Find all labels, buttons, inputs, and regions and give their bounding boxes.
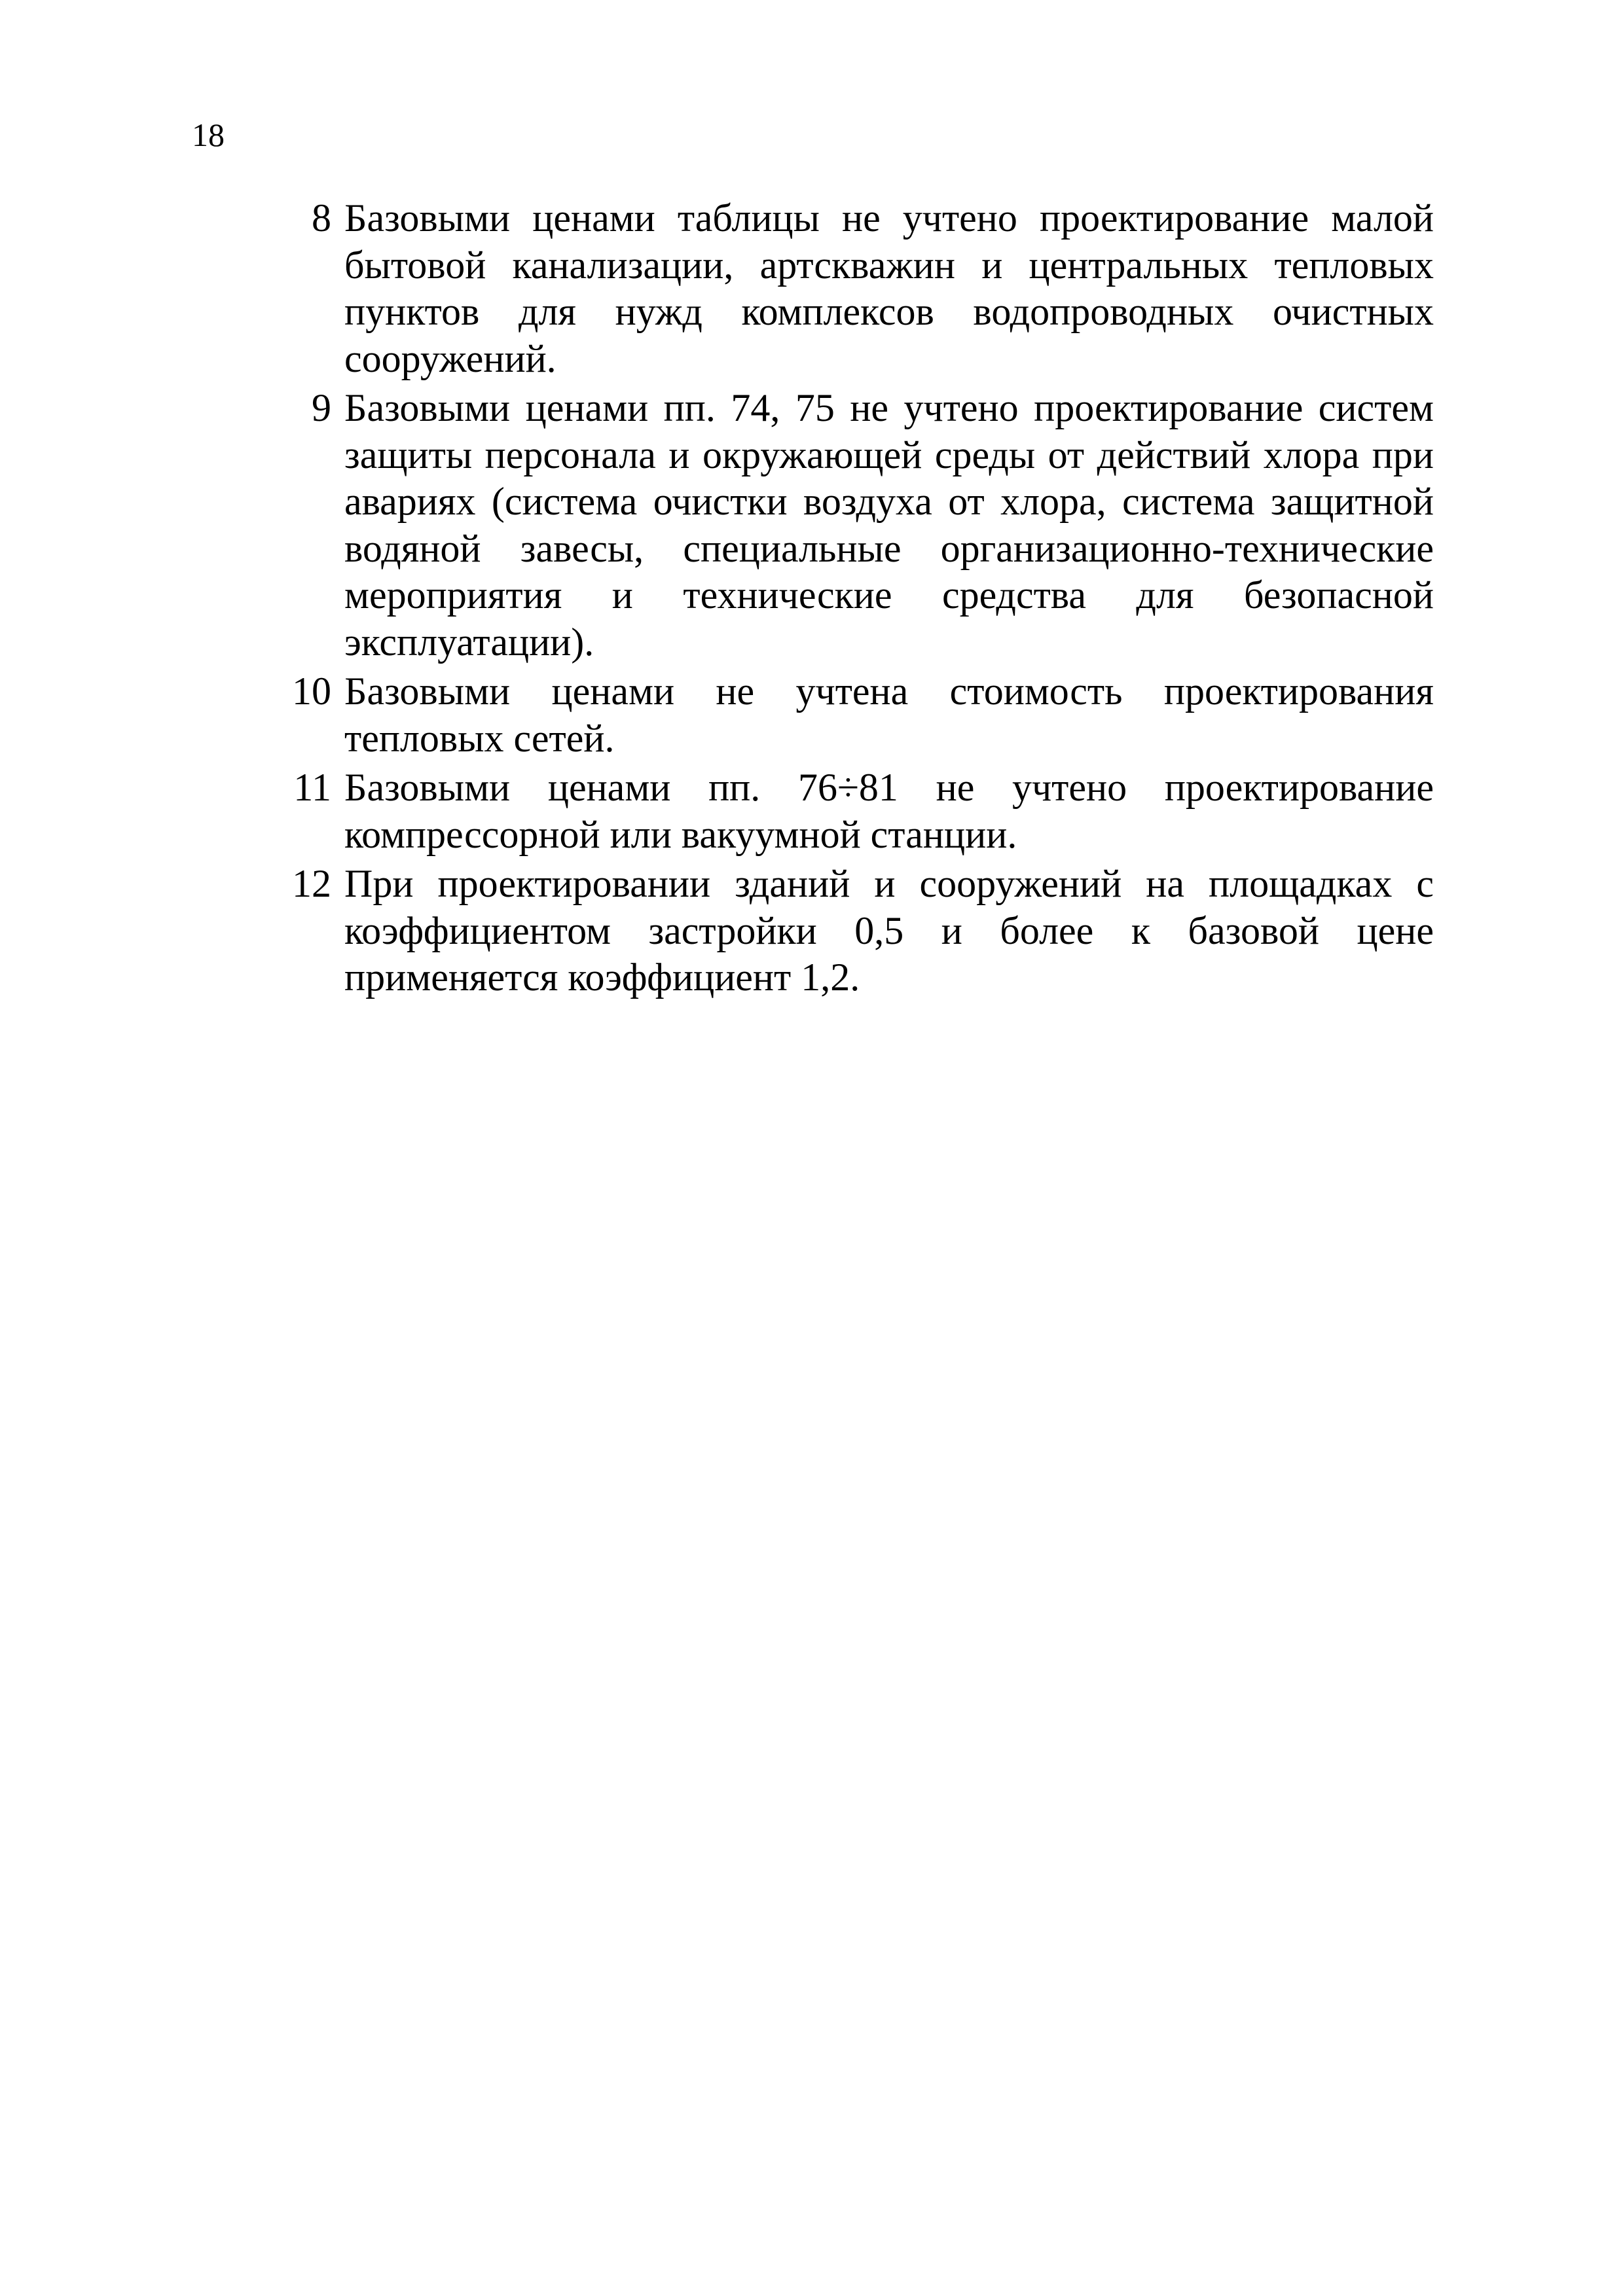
page-number: 18 <box>192 117 225 153</box>
note-text: Базовыми ценами не учтена стоимость проектирования тепловых сетей. <box>344 670 1434 760</box>
note-item <box>282 861 1434 1001</box>
note-number: 12 <box>292 862 331 905</box>
note-text: Базовыми ценами пп. 74, 75 не учтено проектирование систем защиты персонала и окружающей среды от действий хлора при авариях (система очистки воздуха от хлора, система защитной водяной завесы, специальные организационно-технические мероприятия и технические средства для безопасной эксплуатации). <box>344 386 1434 664</box>
note-text: При проектировании зданий и сооружений на площадках с коэффициентом застройки 0,5 и более к базовой цене применяется коэффициент 1,2. <box>344 862 1434 999</box>
note-number: 8 <box>312 196 331 240</box>
note-number: 11 <box>293 766 331 809</box>
note-text: Базовыми ценами таблицы не учтено проектирование малой бытовой канализации, артскважин и центральных тепловых пунктов для нужд комплексов водопроводных очистных сооружений. <box>344 196 1434 380</box>
note-item <box>282 195 1434 382</box>
note-item <box>282 668 1434 762</box>
note-item <box>282 385 1434 666</box>
note-number: 10 <box>292 670 331 713</box>
note-item <box>282 764 1434 858</box>
note-text: Базовыми ценами пп. 76÷81 не учтено проектирование компрессорной или вакуумной станции. <box>344 766 1434 856</box>
notes-list <box>282 195 1434 1004</box>
note-number: 9 <box>312 386 331 429</box>
